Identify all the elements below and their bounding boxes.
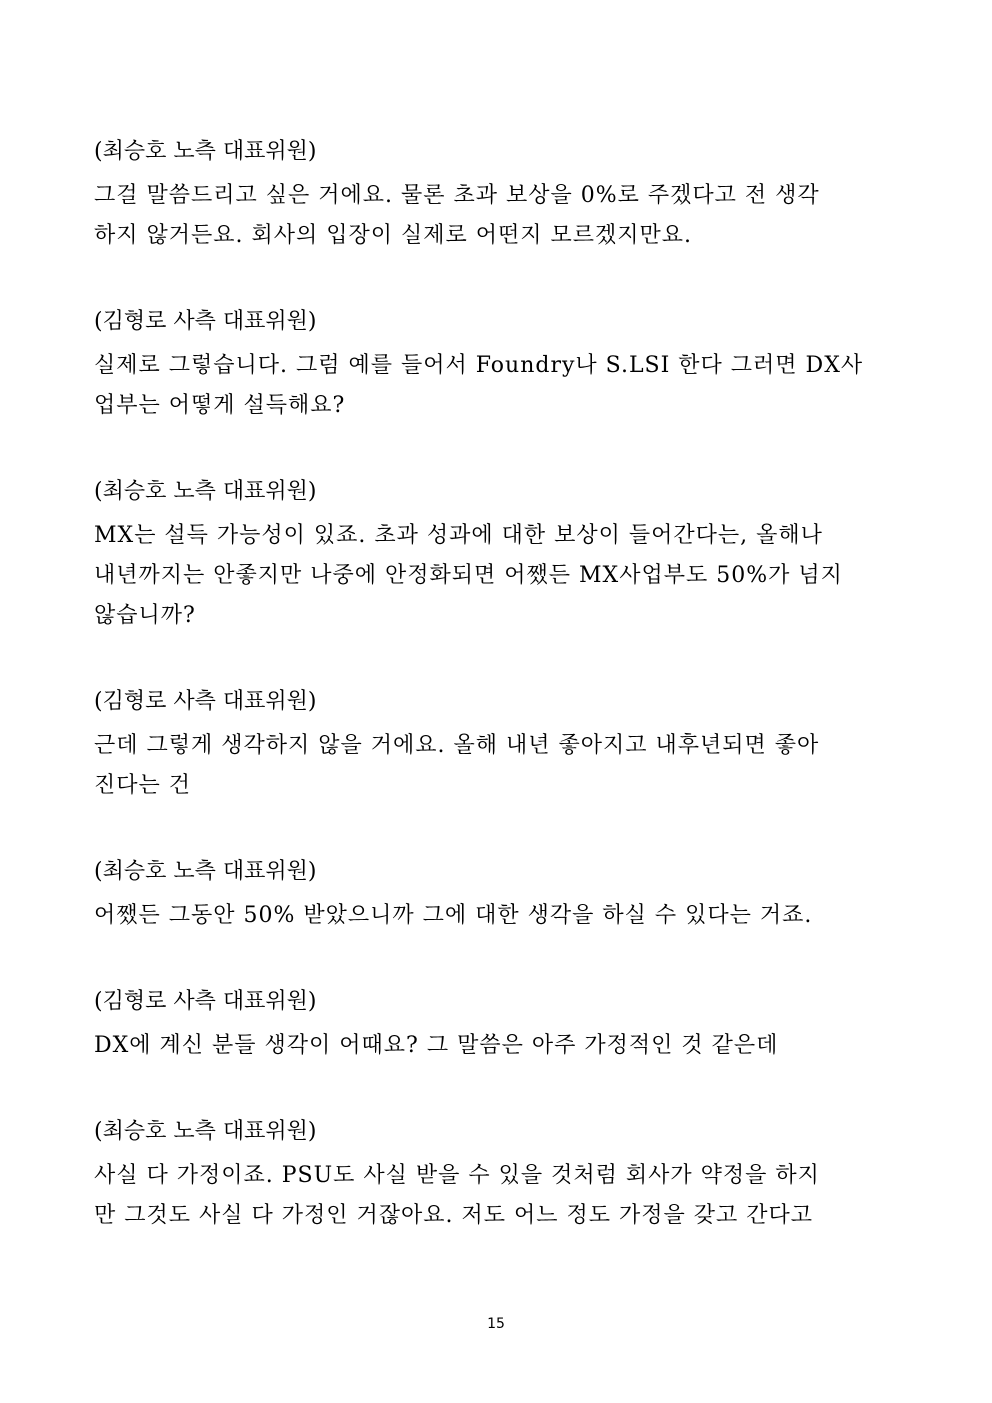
transcript-entry	[94, 300, 898, 426]
transcript-entry	[94, 470, 898, 636]
dialogue-line: 내년까지는 안좋지만 나중에 안정화되면 어쨌든 MX사업부도 50%가 넘지	[94, 563, 843, 588]
dialogue-line: 업부는 어떻게 설득해요?	[94, 393, 346, 418]
transcript-entry	[94, 680, 898, 806]
speaker-label: (최승호 노측 대표위원)	[94, 1119, 317, 1144]
dialogue-line: 근데 그렇게 생각하지 않을 거에요. 올해 내년 좋아지고 내후년되면 좋아	[94, 733, 820, 758]
transcript-entry	[94, 850, 898, 936]
speaker-label: (김형로 사측 대표위원)	[94, 689, 317, 714]
transcript-entry	[94, 1110, 898, 1236]
transcript-entry	[94, 130, 898, 256]
dialogue-line: MX는 설득 가능성이 있죠. 초과 성과에 대한 보상이 들어간다는, 올해나	[94, 523, 823, 548]
speaker-label: (최승호 노측 대표위원)	[94, 859, 317, 884]
transcript-entry	[94, 980, 898, 1066]
dialogue-line: 않습니까?	[94, 603, 196, 628]
speaker-label: (김형로 사측 대표위원)	[94, 989, 317, 1014]
dialogue-line: 실제로 그렇습니다. 그럼 예를 들어서 Foundry나 S.LSI 한다 그러면 DX사	[94, 353, 864, 378]
dialogue-line: 그걸 말씀드리고 싶은 거에요. 물론 초과 보상을 0%로 주겠다고 전 생각	[94, 183, 820, 208]
dialogue-line: 만 그것도 사실 다 가정인 거잖아요. 저도 어느 정도 가정을 갖고 간다고	[94, 1203, 813, 1228]
dialogue-line: DX에 계신 분들 생각이 어때요? 그 말씀은 아주 가정적인 것 같은데	[94, 1033, 779, 1058]
speaker-label: (최승호 노측 대표위원)	[94, 479, 317, 504]
dialogue-line: 사실 다 가정이죠. PSU도 사실 받을 수 있을 것처럼 회사가 약정을 하지	[94, 1163, 820, 1188]
dialogue-line: 하지 않거든요. 회사의 입장이 실제로 어떤지 모르겠지만요.	[94, 223, 692, 248]
speaker-label: (최승호 노측 대표위원)	[94, 139, 317, 164]
transcript-body	[94, 130, 898, 1280]
page-number: 15	[487, 1316, 505, 1332]
dialogue-line: 진다는 건	[94, 773, 192, 798]
speaker-label: (김형로 사측 대표위원)	[94, 309, 317, 334]
dialogue-line: 어쨌든 그동안 50% 받았으니까 그에 대한 생각을 하실 수 있다는 거죠.	[94, 903, 813, 928]
